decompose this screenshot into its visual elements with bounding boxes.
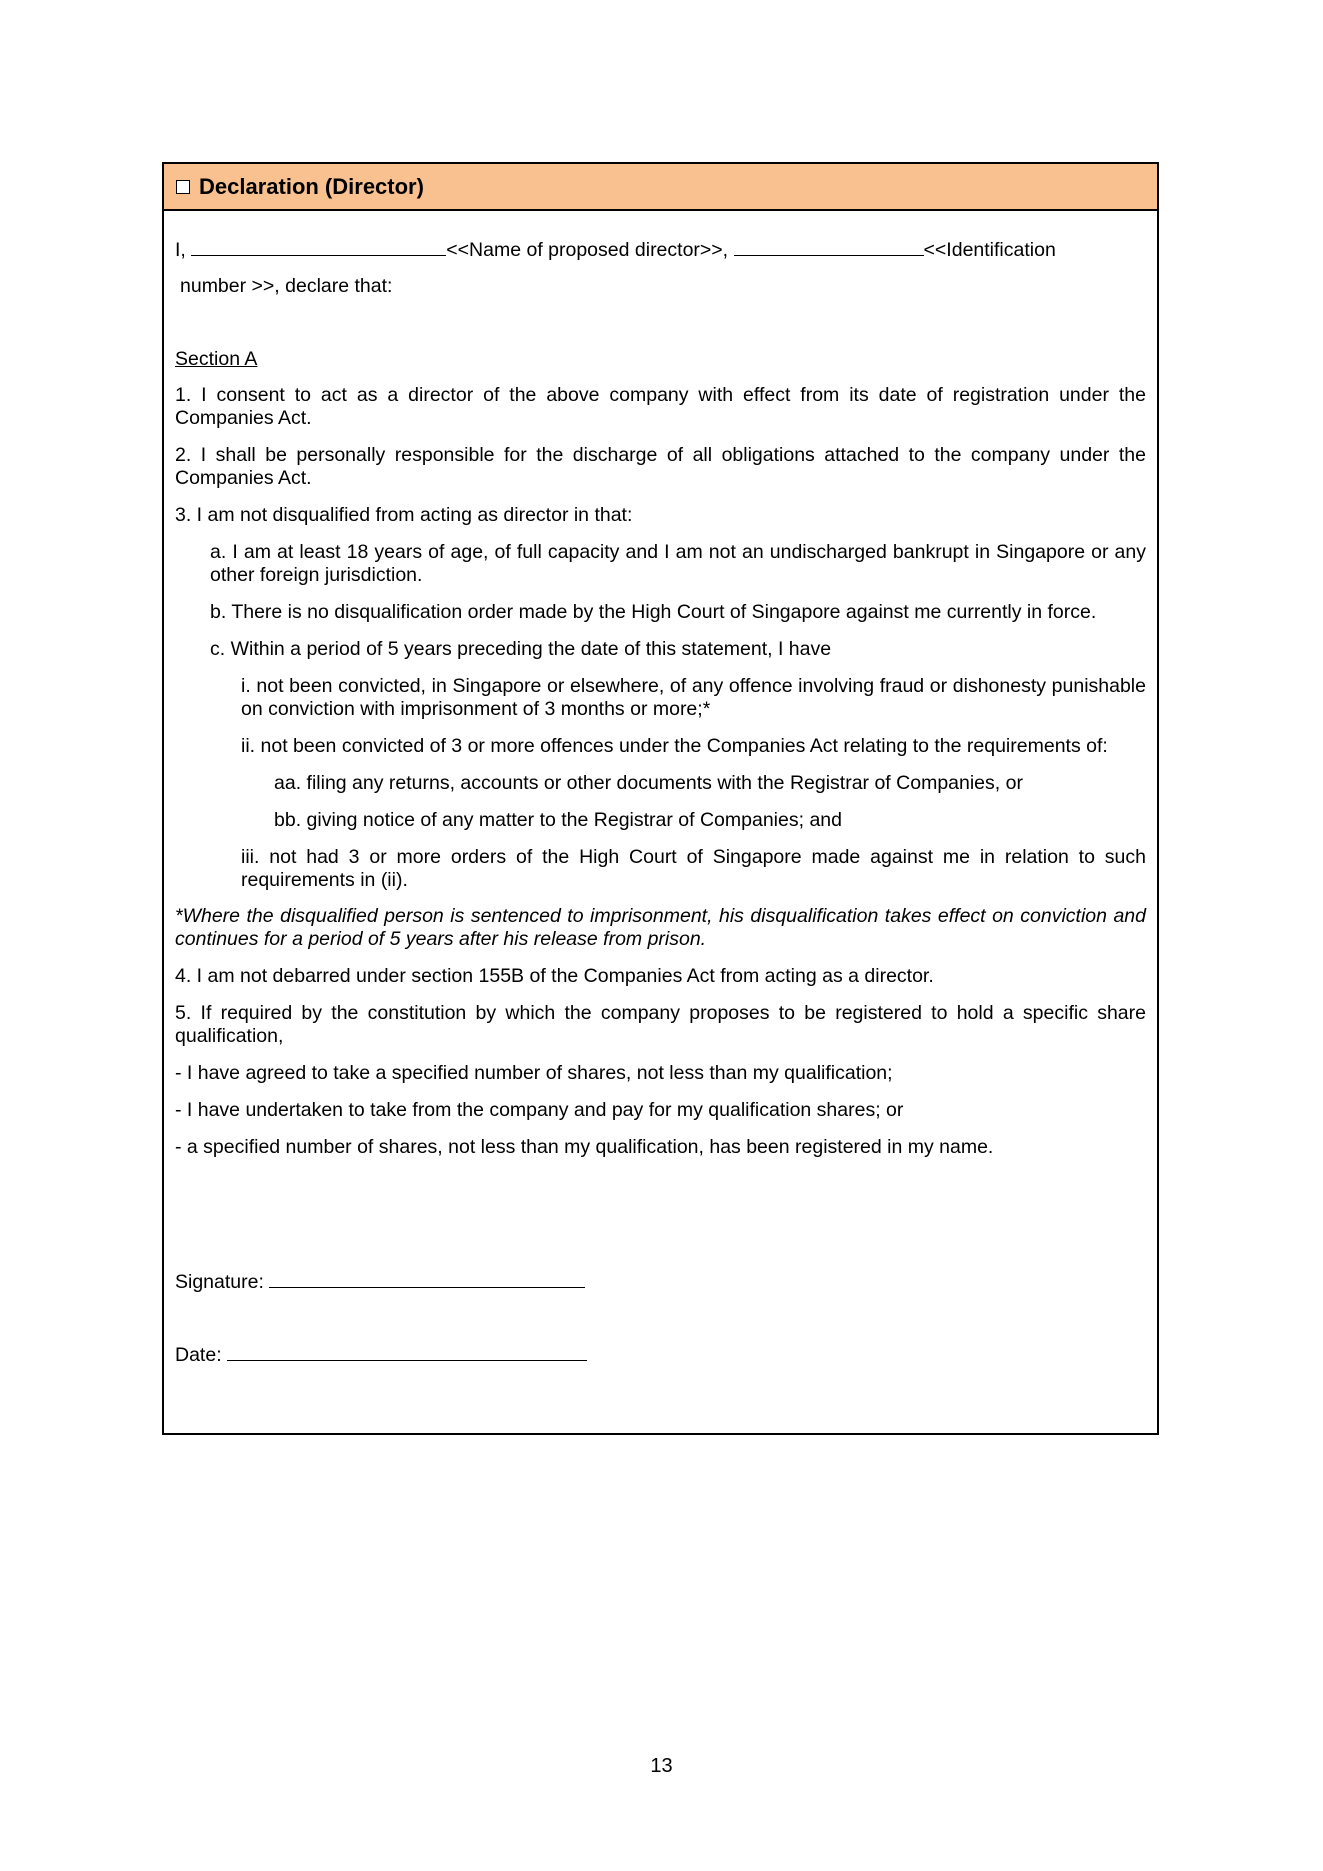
item-5: 5. If required by the constitution by which the company proposes to be registered to hold a specific share qualification, [175,1002,1146,1047]
date-label: Date: [175,1344,222,1366]
item-3c-i: i. not been convicted, in Singapore or elsewhere, of any offence involving fraud or dishonesty punishable on conviction with imprisonment of 3 months or more;* [241,675,1146,720]
date-field[interactable] [227,1344,587,1361]
section-title: Section A [175,348,258,370]
page-number: 13 [650,1755,673,1777]
form-header [164,164,1157,211]
item-3c-ii-aa: aa. filing any returns, accounts or other documents with the Registrar of Companies, or [274,772,1023,794]
intro-prefix: I, [175,239,186,261]
id-field[interactable] [734,239,924,256]
item-2: 2. I shall be personally responsible for the discharge of all obligations attached to the company under the Companies Act. [175,444,1146,489]
id-placeholder: <<Identification [923,239,1056,261]
bullet-3: - a specified number of shares, not less than my qualification, has been registered in my name. [175,1136,994,1158]
item-4: 4. I am not debarred under section 155B of the Companies Act from acting as a director. [175,965,934,987]
item-3c-iii: iii. not had 3 or more orders of the High Court of Singapore made against me in relation to such requirements in (ii). [241,846,1146,891]
signature-label: Signature: [175,1271,264,1293]
form-title: Declaration (Director) [199,173,424,199]
bullet-1: - I have agreed to take a specified number of shares, not less than my qualification; [175,1062,893,1084]
item-3c-ii: ii. not been convicted of 3 or more offences under the Companies Act relating to the requirements of: [241,735,1108,757]
intro-line-2: number >>, declare that: [180,275,393,297]
declaration-form [162,162,1159,1435]
bullet-2: - I have undertaken to take from the company and pay for my qualification shares; or [175,1099,904,1121]
footnote: *Where the disqualified person is sentenced to imprisonment, his disqualification takes effect on conviction and continues for a period of 5 years after his release from prison. [175,905,1146,950]
date-line [175,1344,587,1367]
item-3c-ii-bb: bb. giving notice of any matter to the Registrar of Companies; and [274,809,842,831]
name-placeholder: <<Name of proposed director>>, [446,239,729,261]
item-3c: c. Within a period of 5 years preceding the date of this statement, I have [210,638,832,660]
declaration-checkbox[interactable] [176,180,190,194]
intro-line [175,239,1056,262]
item-1: 1. I consent to act as a director of the above company with effect from its date of registration under the Companies Act. [175,384,1146,429]
signature-line [175,1271,585,1294]
item-3a: a. I am at least 18 years of age, of full capacity and I am not an undischarged bankrupt in Singapore or any other foreign jurisdiction. [210,541,1146,586]
item-3: 3. I am not disqualified from acting as director in that: [175,504,633,526]
name-field[interactable] [191,239,446,256]
signature-field[interactable] [269,1271,585,1288]
item-3b: b. There is no disqualification order made by the High Court of Singapore against me currently in force. [210,601,1097,623]
